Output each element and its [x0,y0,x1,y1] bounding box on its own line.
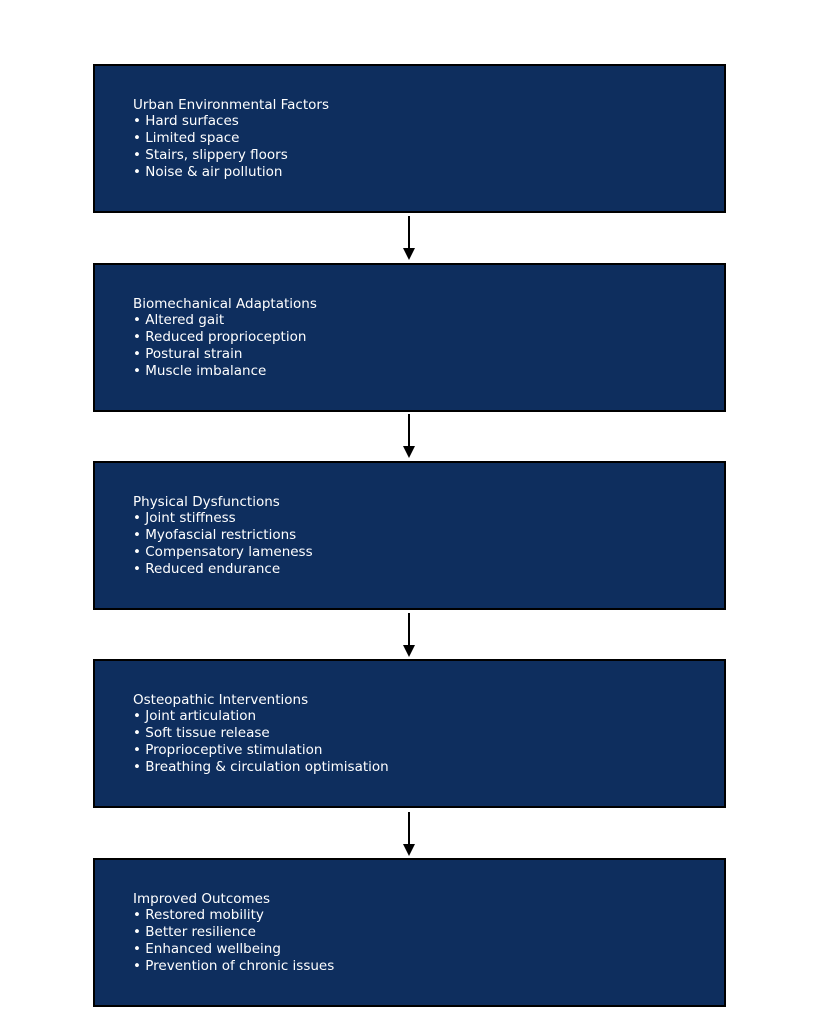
down-arrow-icon [401,414,417,458]
bullet-item: • Muscle imbalance [133,362,267,379]
down-arrow-icon [401,613,417,657]
bullet-item: • Soft tissue release [133,725,270,742]
bullet-item: • Better resilience [133,924,256,941]
bullet-item: • Enhanced wellbeing [133,940,281,957]
box-title: Biomechanical Adaptations [133,295,317,312]
flow-box-physical-dysfunctions [93,461,726,610]
flow-box-urban-environmental-factors [93,64,726,213]
bullet-item: • Hard surfaces [133,113,239,130]
box-title: Urban Environmental Factors [133,96,329,113]
bullet-item: • Altered gait [133,312,225,329]
bullet-item: • Joint stiffness [133,510,236,527]
down-arrow-icon [401,216,417,260]
bullet-item: • Limited space [133,130,240,147]
box-title: Osteopathic Interventions [133,691,309,708]
box-title: Physical Dysfunctions [133,493,280,510]
flow-box-biomechanical-adaptations [93,263,726,412]
bullet-item: • Reduced proprioception [133,329,307,346]
bullet-item: • Proprioceptive stimulation [133,741,323,758]
bullet-item: • Noise & air pollution [133,163,283,180]
bullet-item: • Compensatory lameness [133,543,313,560]
bullet-item: • Stairs, slippery floors [133,146,288,163]
bullet-item: • Restored mobility [133,907,264,924]
down-arrow-icon [401,812,417,856]
bullet-item: • Myofascial restrictions [133,527,297,544]
box-title: Improved Outcomes [133,890,271,907]
flow-box-osteopathic-interventions [93,659,726,808]
bullet-item: • Reduced endurance [133,560,281,577]
bullet-item: • Postural strain [133,345,243,362]
bullet-item: • Joint articulation [133,708,257,725]
flow-box-improved-outcomes [93,858,726,1007]
bullet-item: • Prevention of chronic issues [133,957,335,974]
bullet-item: • Breathing & circulation optimisation [133,758,389,775]
